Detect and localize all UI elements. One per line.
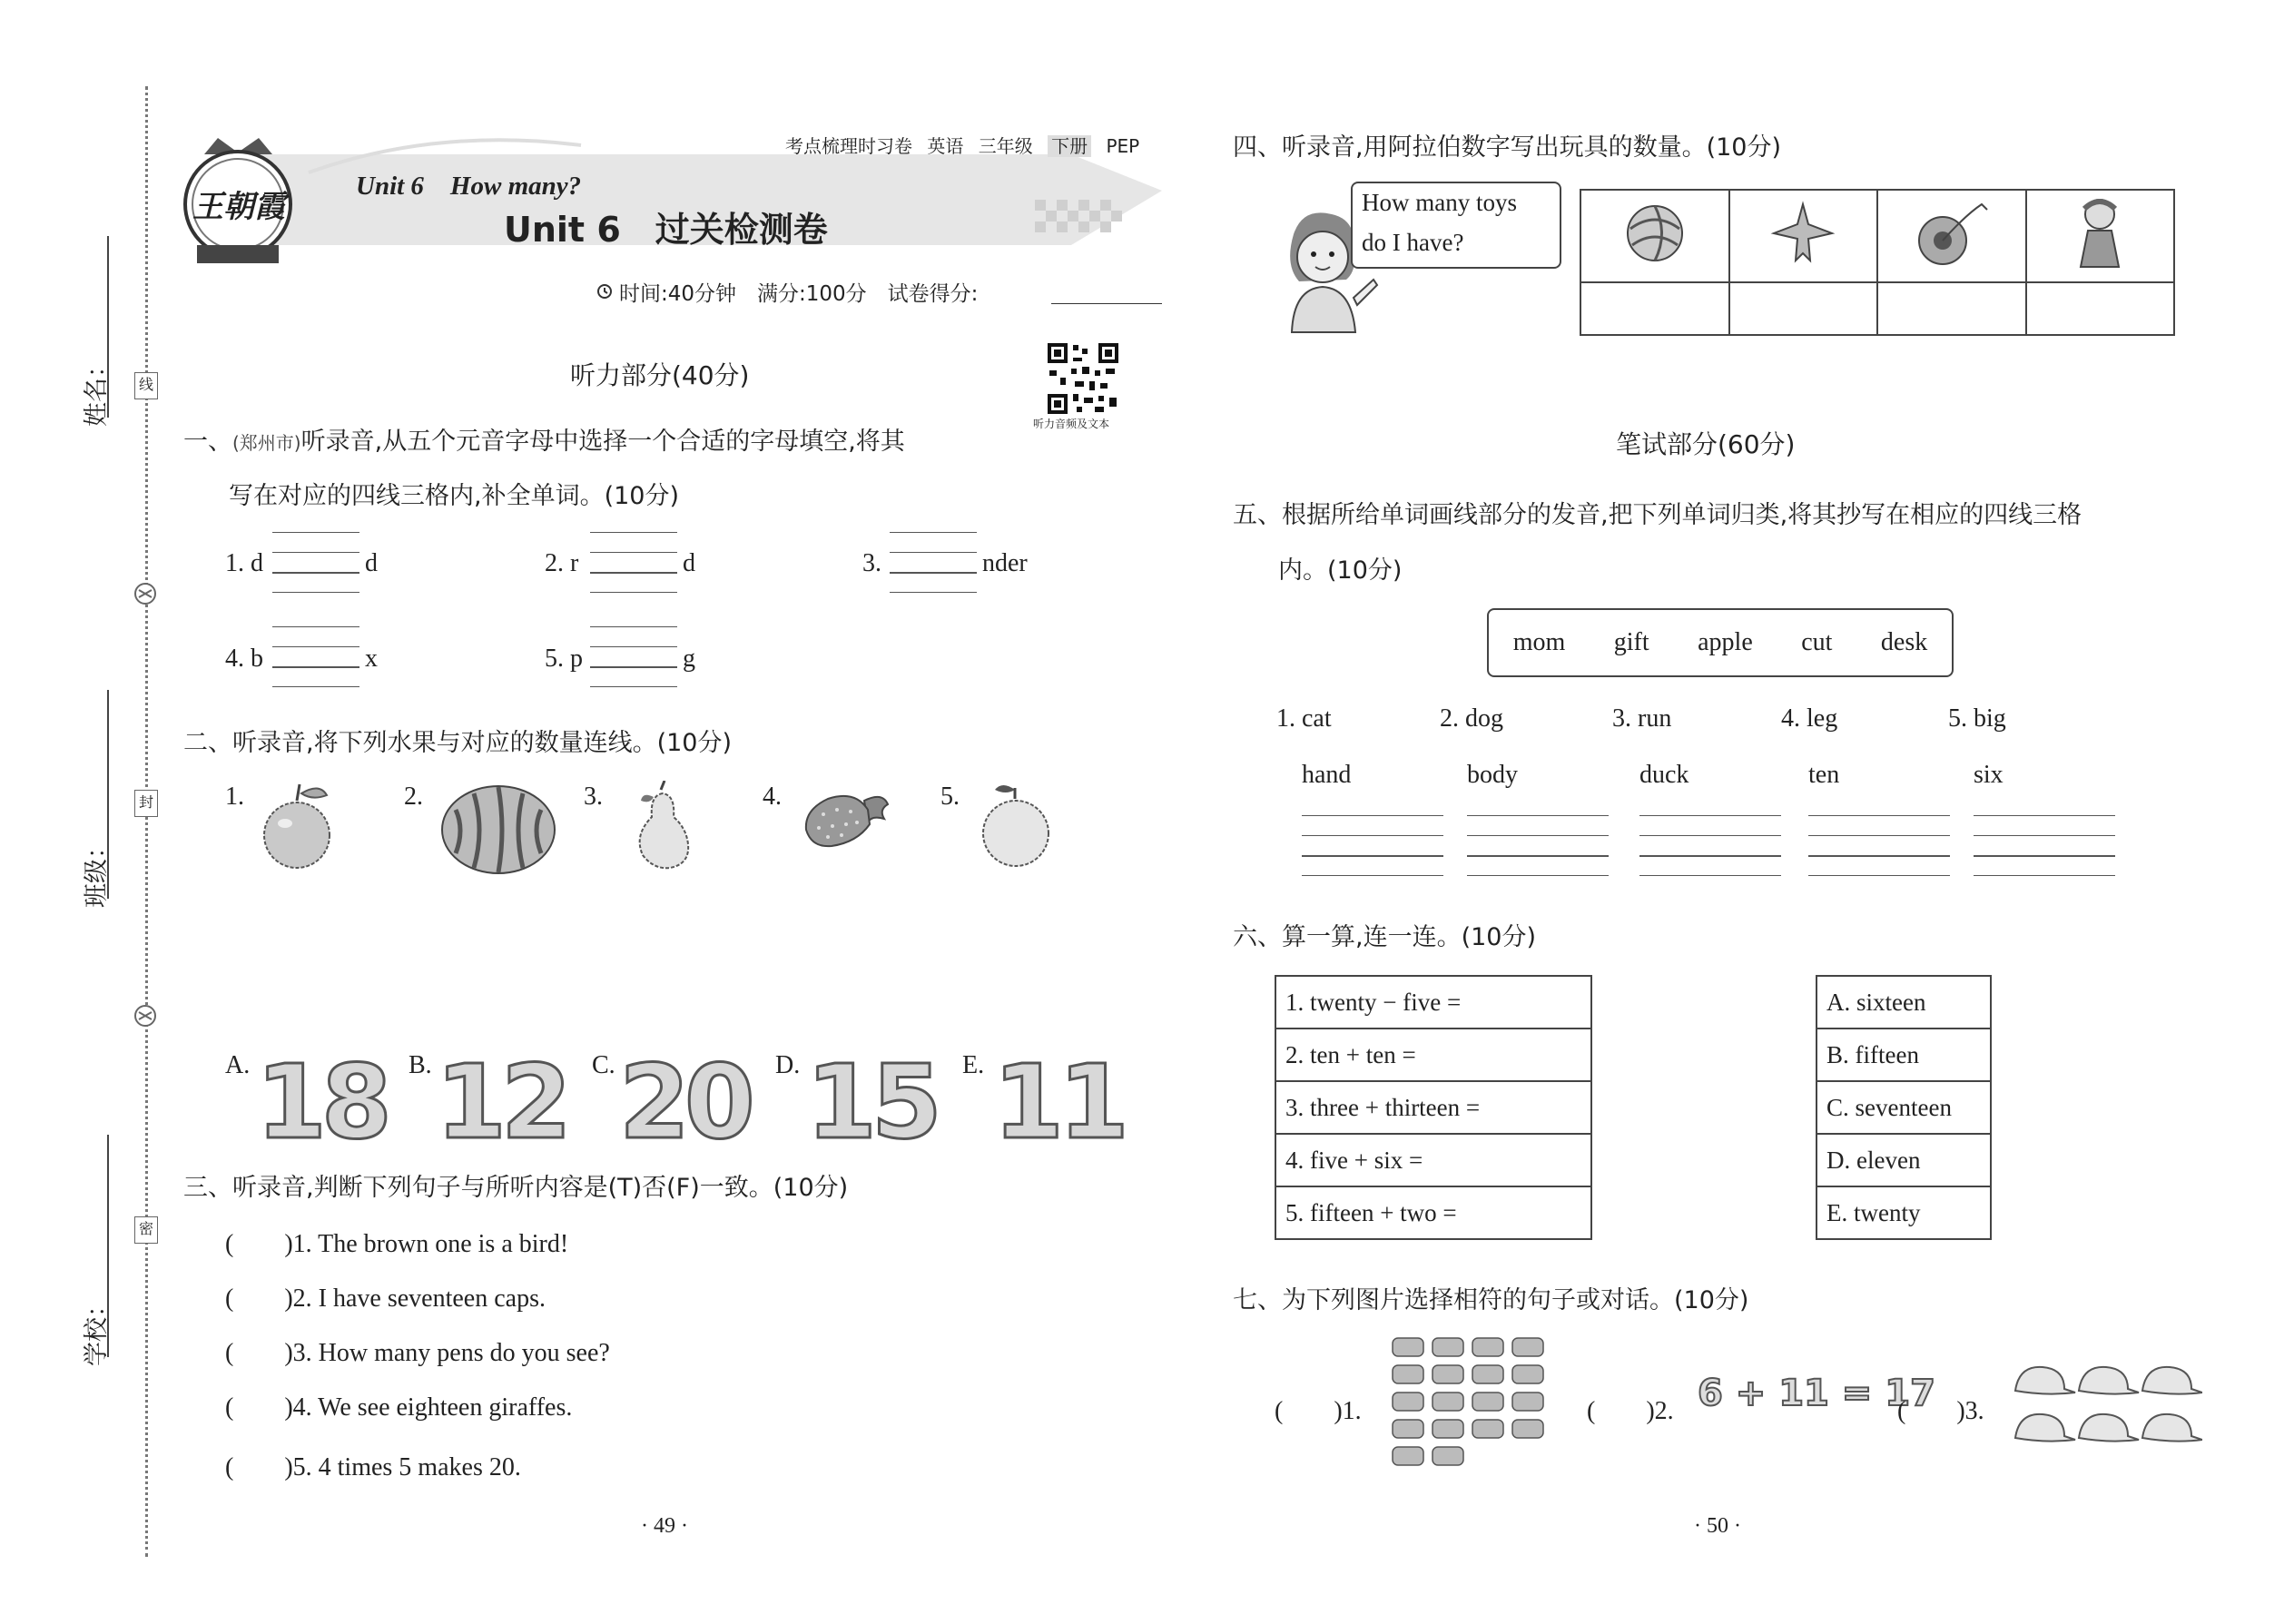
s1-item-1-tail: d [365, 549, 378, 577]
toy-table [1580, 189, 2175, 336]
s5-col-3-head: 3. run [1612, 704, 1672, 733]
seal-char-3: 密 [134, 1216, 158, 1244]
s1-item-2-label: 2. r [545, 549, 579, 577]
word-box-apple: apple [1698, 628, 1753, 656]
s5-lines-1[interactable] [1302, 815, 1443, 875]
s3-item-5[interactable]: ( )5. 4 times 5 makes 20. [225, 1453, 521, 1481]
edition: PEP [1106, 135, 1140, 157]
s5-lines-3[interactable] [1639, 815, 1781, 875]
ball-icon [1623, 202, 1687, 265]
name-label: 姓名： [83, 353, 111, 427]
s1-item-4-label: 4. b [225, 645, 263, 673]
logo-text: 王朝霞 [192, 189, 285, 225]
s6-left-2[interactable]: 2. ten + ten = [1275, 1029, 1591, 1081]
s3-item-2[interactable]: ( )2. I have seventeen caps. [225, 1284, 546, 1313]
s2-num-c[interactable]: 20 [619, 1044, 750, 1162]
s5-col-5-word: six [1974, 761, 2004, 789]
s6-right-c[interactable]: C. seventeen [1816, 1081, 1991, 1134]
s5-lines-5[interactable] [1974, 815, 2115, 875]
toy-answer-1[interactable] [1580, 282, 1729, 335]
s1-item-5 [545, 645, 583, 674]
s6-right-table [1816, 975, 1992, 1240]
s5-heading-line2: 内。(10分) [1278, 556, 1403, 585]
word-box-desk: desk [1880, 628, 1928, 656]
toy-cell-3 [1877, 190, 2026, 282]
s3-item-3[interactable]: ( )3. How many pens do you see? [225, 1339, 610, 1367]
s1-blank-3[interactable] [890, 532, 977, 592]
s2-num-d[interactable]: 15 [806, 1044, 937, 1162]
s1-item-5-tail: g [683, 645, 695, 673]
s1-item-1 [225, 549, 263, 578]
series-info [785, 132, 1139, 158]
s2-num-e[interactable]: 11 [993, 1044, 1124, 1162]
word-box [1487, 608, 1954, 677]
seal-char-2: 封 [134, 790, 158, 817]
s5-col-1-word: hand [1302, 761, 1352, 789]
s1-item-2-tail: d [683, 549, 695, 577]
toy-cell-1 [1580, 190, 1729, 282]
scissors-icon [133, 1003, 158, 1029]
toy-answer-4[interactable] [2026, 282, 2175, 335]
watermelon-icon[interactable] [438, 782, 560, 878]
s7-equation: 6 + 11 = 17 [1698, 1373, 1935, 1414]
s1-item-2 [545, 549, 578, 578]
toy-answer-2[interactable] [1729, 282, 1878, 335]
s2-num-a[interactable]: 18 [256, 1044, 387, 1162]
series-name: 考点梳理时习卷 [785, 135, 912, 157]
speech-line-1: How many toys [1362, 189, 1517, 216]
s6-left-1[interactable]: 1. twenty − five = [1275, 976, 1591, 1029]
yoyo-icon [1911, 197, 1993, 270]
s5-col-1-head: 1. cat [1276, 704, 1332, 733]
s2-fruit-5-num: 5. [940, 782, 960, 811]
s2-num-b-letter: B. [409, 1051, 432, 1079]
s5-col-5-head: 5. big [1948, 704, 2006, 733]
s4-heading: 四、听录音,用阿拉伯数字写出玩具的数量。(10分) [1233, 133, 1782, 162]
s2-num-a-letter: A. [225, 1051, 251, 1079]
s1-blank-1[interactable] [272, 532, 359, 592]
s5-lines-4[interactable] [1808, 815, 1950, 875]
s1-item-5-label: 5. p [545, 645, 583, 673]
s1-prefix: 一、 [183, 428, 232, 456]
listening-heading: 听力部分(40分) [570, 360, 750, 390]
s1-region: (郑州市) [232, 432, 301, 454]
s1-item-3 [862, 549, 881, 578]
s6-left-table [1275, 975, 1592, 1240]
s7-item-3[interactable]: ( )3. [1897, 1397, 1984, 1425]
seal-char-1: 线 [134, 372, 158, 399]
s5-col-2-word: body [1467, 761, 1518, 789]
s1-item-3-tail: nder [982, 549, 1028, 577]
qr-code-icon [1046, 341, 1120, 416]
s2-fruit-2-num: 2. [404, 782, 423, 811]
s7-heading: 七、为下列图片选择相符的句子或对话。(10分) [1233, 1286, 1749, 1314]
s3-item-1[interactable]: ( )1. The brown one is a bird! [225, 1230, 569, 1258]
pear-icon[interactable] [626, 781, 699, 871]
s6-left-3[interactable]: 3. three + thirteen = [1275, 1081, 1591, 1134]
toy-cell-4 [2026, 190, 2175, 282]
s5-col-2-head: 2. dog [1440, 704, 1503, 733]
plane-icon [1767, 197, 1839, 270]
s3-item-4[interactable]: ( )4. We see eighteen giraffes. [225, 1393, 573, 1422]
binding-dotted-line [145, 86, 148, 1557]
s1-item-4 [225, 645, 263, 674]
word-box-cut: cut [1801, 628, 1833, 656]
word-box-mom: mom [1512, 628, 1566, 656]
name-line [107, 236, 109, 418]
qr-caption: 听力音频及文本 [1033, 418, 1110, 430]
s6-right-d[interactable]: D. eleven [1816, 1134, 1991, 1186]
score-line [1051, 303, 1162, 304]
s6-right-b[interactable]: B. fifteen [1816, 1029, 1991, 1081]
s6-right-e[interactable]: E. twenty [1816, 1186, 1991, 1239]
unit-subtitle: Unit 6 How many? [356, 172, 582, 201]
speech-bubble [1351, 182, 1561, 269]
strawberry-icon[interactable] [801, 782, 891, 855]
s5-col-3-word: duck [1639, 761, 1689, 789]
s1-item-4-tail: x [365, 645, 378, 673]
s5-lines-2[interactable] [1467, 815, 1609, 875]
s7-item-2[interactable]: ( )2. [1587, 1397, 1674, 1425]
word-box-gift: gift [1613, 628, 1649, 656]
s2-fruit-3-num: 3. [584, 782, 603, 811]
scissors-icon [133, 581, 158, 606]
s2-num-d-letter: D. [775, 1051, 801, 1079]
class-line [107, 690, 109, 899]
s7-item-1[interactable]: ( )1. [1275, 1397, 1362, 1425]
s2-num-e-letter: E. [962, 1051, 985, 1079]
volume: 下册 [1048, 135, 1091, 157]
s1-heading-line2: 写在对应的四线三格内,补全单词。(10分) [229, 482, 680, 510]
s2-num-c-letter: C. [592, 1051, 615, 1079]
speech-line-2: do I have? [1362, 229, 1464, 256]
s6-left-5[interactable]: 5. fifteen + two = [1275, 1186, 1591, 1239]
s6-left-4[interactable]: 4. five + six = [1275, 1134, 1591, 1186]
s1-blank-2[interactable] [590, 532, 677, 592]
s1-heading-text: 听录音,从五个元音字母中选择一个合适的字母填空,将其 [300, 428, 905, 456]
s5-col-4-word: ten [1808, 761, 1840, 789]
s6-heading: 六、算一算,连一连。(10分) [1233, 923, 1537, 951]
s1-blank-5[interactable] [590, 626, 677, 686]
s1-heading [183, 421, 905, 457]
cars-icon [1389, 1334, 1552, 1471]
page-number-left: · 49 · [641, 1514, 688, 1538]
grade: 三年级 [978, 135, 1033, 157]
orange-icon[interactable] [975, 779, 1057, 870]
subject: 英语 [927, 135, 964, 157]
class-label: 班级： [83, 834, 111, 908]
s1-item-3-label: 3. [862, 549, 881, 577]
page-title: Unit 6 过关检测卷 [504, 210, 828, 250]
school-label: 学校： [83, 1293, 111, 1366]
apple-icon[interactable] [256, 782, 338, 869]
s1-blank-4[interactable] [272, 626, 359, 686]
s2-heading: 二、听录音,将下列水果与对应的数量连线。(10分) [183, 729, 733, 757]
clock-icon [596, 283, 613, 300]
s2-fruit-1-num: 1. [225, 782, 244, 811]
school-line [107, 1135, 109, 1357]
s5-heading-line1: 五、根据所给单词画线部分的发音,把下列单词归类,将其抄写在相应的四线三格 [1233, 501, 2082, 529]
s2-num-b[interactable]: 12 [436, 1044, 566, 1162]
toy-answer-3[interactable] [1877, 282, 2026, 335]
caps-icon [2010, 1356, 2202, 1447]
s3-heading: 三、听录音,判断下列句子与所听内容是(T)否(F)一致。(10分) [183, 1174, 849, 1202]
toy-cell-2 [1729, 190, 1878, 282]
doll-icon [2068, 194, 2132, 271]
page-number-right: · 50 · [1694, 1514, 1741, 1538]
s6-right-a[interactable]: A. sixteen [1816, 976, 1991, 1029]
s2-fruit-4-num: 4. [763, 782, 782, 811]
time-info: 时间:40分钟 满分:100分 试卷得分: [619, 282, 979, 306]
s5-col-4-head: 4. leg [1781, 704, 1838, 733]
written-heading: 笔试部分(60分) [1616, 429, 1796, 459]
s1-item-1-label: 1. d [225, 549, 263, 577]
